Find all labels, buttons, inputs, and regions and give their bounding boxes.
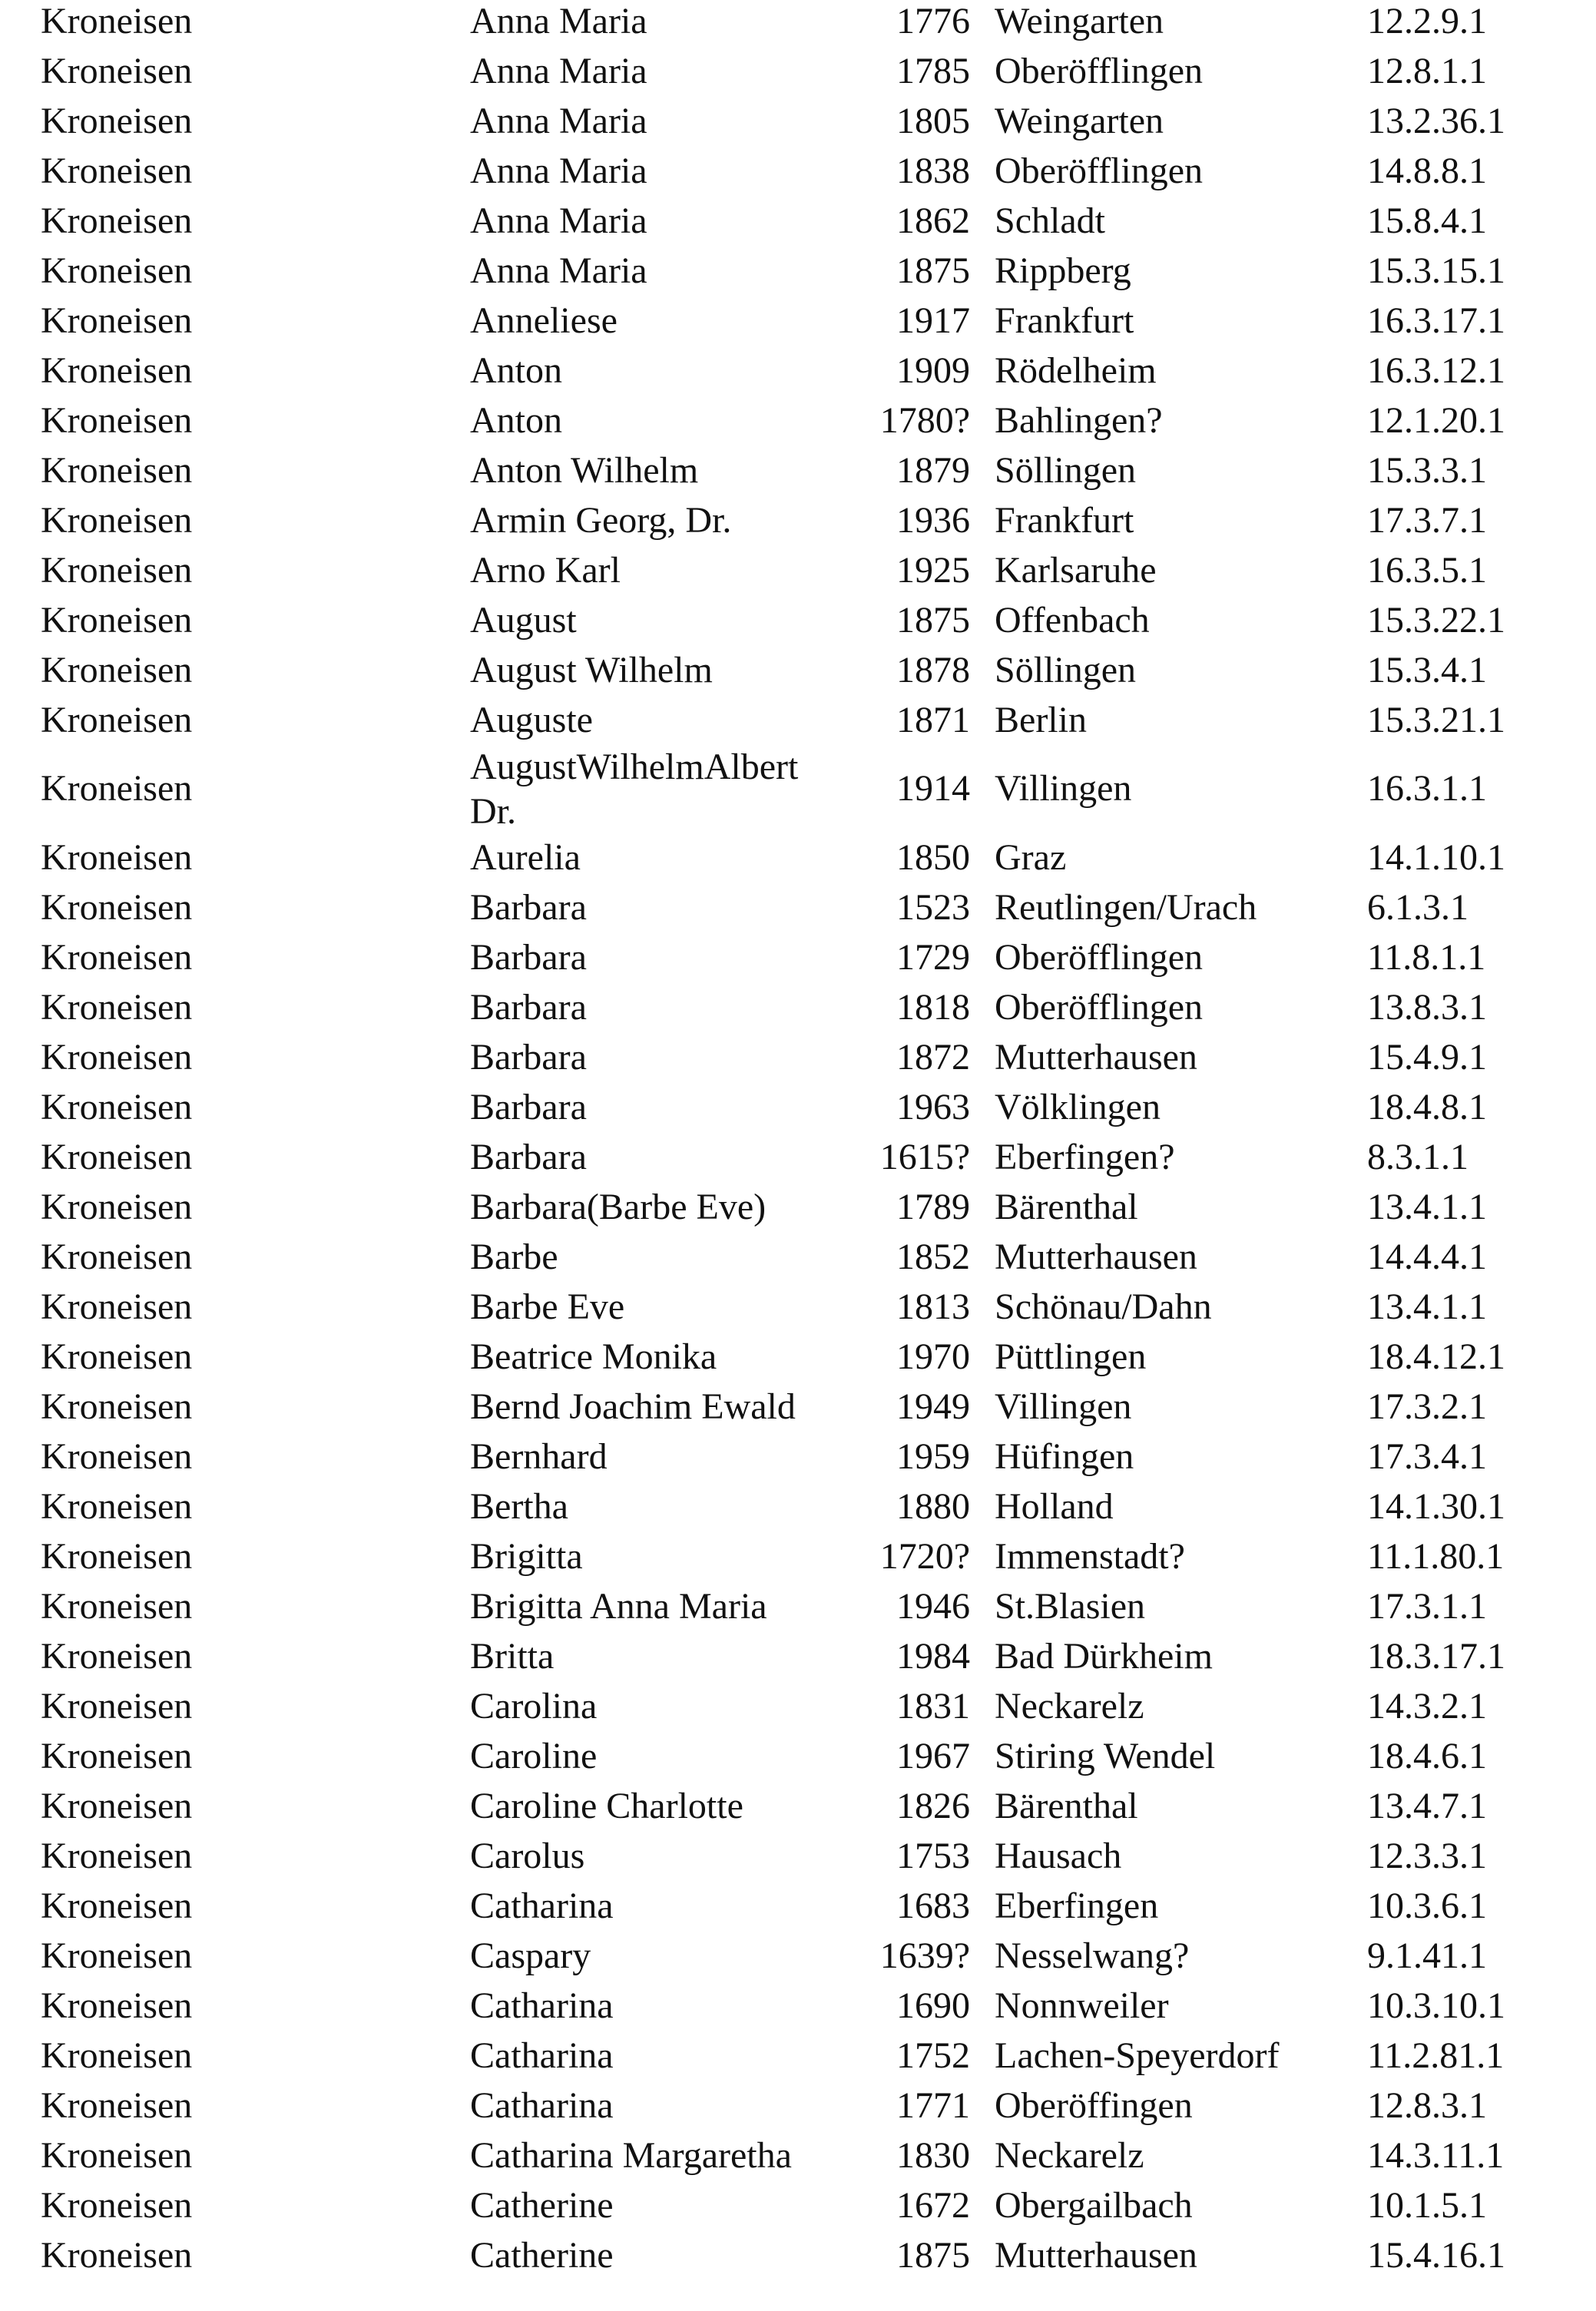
surname-cell: Kroneisen xyxy=(41,1686,193,1727)
year-cell: 1523 xyxy=(896,887,970,928)
list-row xyxy=(0,1781,1596,1831)
given-name-cell: August xyxy=(470,600,577,641)
year-cell: 1871 xyxy=(896,700,970,740)
given-name-cell: Barbe xyxy=(470,1237,558,1277)
code-cell: 15.3.15.1 xyxy=(1367,250,1505,291)
year-cell: 1805 xyxy=(896,101,970,141)
surname-cell: Kroneisen xyxy=(41,700,193,740)
surname-cell: Kroneisen xyxy=(41,500,193,541)
surname-cell: Kroneisen xyxy=(41,400,193,441)
list-row xyxy=(0,46,1596,96)
given-name-cell: Barbe Eve xyxy=(470,1286,625,1327)
list-row xyxy=(0,0,1596,46)
code-cell: 18.3.17.1 xyxy=(1367,1636,1505,1677)
given-name-cell: Carolina xyxy=(470,1686,598,1727)
given-name-cell: Anton Wilhelm xyxy=(470,450,699,491)
code-cell: 12.2.9.1 xyxy=(1367,1,1487,41)
surname-cell: Kroneisen xyxy=(41,1187,193,1227)
given-name-cell: Anna Maria xyxy=(470,151,647,191)
surname-cell: Kroneisen xyxy=(41,937,193,978)
code-cell: 11.8.1.1 xyxy=(1367,937,1486,978)
list-row xyxy=(0,246,1596,296)
list-row xyxy=(0,1282,1596,1332)
surname-cell: Kroneisen xyxy=(41,1386,193,1427)
given-name-cell: Anna Maria xyxy=(470,250,647,291)
place-cell: Stiring Wendel xyxy=(995,1736,1216,1776)
year-cell: 1831 xyxy=(896,1686,970,1727)
code-cell: 14.3.11.1 xyxy=(1367,2135,1505,2176)
place-cell: Offenbach xyxy=(995,600,1150,641)
given-name-cell: Barbara(Barbe Eve) xyxy=(470,1187,767,1227)
list-row xyxy=(0,495,1596,545)
given-name-cell: Bertha xyxy=(470,1486,568,1527)
surname-cell: Kroneisen xyxy=(41,300,193,341)
given-name-cell: Catharina xyxy=(470,2035,614,2076)
given-name-cell: Britta xyxy=(470,1636,555,1677)
place-cell: Neckarelz xyxy=(995,1686,1144,1727)
code-cell: 18.4.12.1 xyxy=(1367,1336,1505,1377)
place-cell: Frankfurt xyxy=(995,300,1134,341)
year-cell: 1752 xyxy=(896,2035,970,2076)
surname-cell: Kroneisen xyxy=(41,2235,193,2276)
surname-cell: Kroneisen xyxy=(41,250,193,291)
place-cell: Oberöfflingen xyxy=(995,987,1204,1028)
year-cell: 1690 xyxy=(896,1985,970,2026)
code-cell: 6.1.3.1 xyxy=(1367,887,1469,928)
surname-cell: Kroneisen xyxy=(41,768,193,809)
given-name-cell xyxy=(470,745,799,834)
place-cell: Obergailbach xyxy=(995,2185,1193,2226)
year-cell: 1963 xyxy=(896,1087,970,1127)
surname-cell: Kroneisen xyxy=(41,550,193,591)
place-cell: Schladt xyxy=(995,200,1105,241)
place-cell: Bärenthal xyxy=(995,1786,1138,1826)
place-cell: Bahlingen? xyxy=(995,400,1163,441)
code-cell: 13.4.1.1 xyxy=(1367,1286,1487,1327)
place-cell: Schönau/Dahn xyxy=(995,1286,1212,1327)
place-cell: Mutterhausen xyxy=(995,1237,1197,1277)
list-row xyxy=(0,1681,1596,1731)
surname-cell: Kroneisen xyxy=(41,101,193,141)
year-cell: 1949 xyxy=(896,1386,970,1427)
list-row xyxy=(0,96,1596,146)
list-row xyxy=(0,445,1596,495)
code-cell: 18.4.8.1 xyxy=(1367,1087,1487,1127)
list-row xyxy=(0,833,1596,882)
given-name-cell: Barbara xyxy=(470,887,587,928)
place-cell: Söllingen xyxy=(995,450,1137,491)
code-cell: 16.3.1.1 xyxy=(1367,768,1487,809)
list-row xyxy=(0,1631,1596,1681)
code-cell: 13.8.3.1 xyxy=(1367,987,1487,1028)
year-cell: 1970 xyxy=(896,1336,970,1377)
list-row xyxy=(0,1032,1596,1082)
code-cell: 12.1.20.1 xyxy=(1367,400,1505,441)
year-cell: 1785 xyxy=(896,51,970,91)
list-row xyxy=(0,1731,1596,1781)
list-row xyxy=(0,1831,1596,1881)
surname-cell: Kroneisen xyxy=(41,2185,193,2226)
given-name-cell: Brigitta Anna Maria xyxy=(470,1586,767,1627)
list-row xyxy=(0,745,1596,833)
list-row xyxy=(0,545,1596,595)
code-cell: 15.3.4.1 xyxy=(1367,650,1487,690)
surname-cell: Kroneisen xyxy=(41,1836,193,1876)
list-row xyxy=(0,2081,1596,2131)
place-cell: Oberöfflingen xyxy=(995,937,1204,978)
code-cell: 10.3.10.1 xyxy=(1367,1985,1505,2026)
place-cell: Weingarten xyxy=(995,1,1164,41)
code-cell: 15.4.9.1 xyxy=(1367,1037,1487,1078)
list-row xyxy=(0,695,1596,745)
given-name-cell: Catherine xyxy=(470,2235,614,2276)
surname-cell: Kroneisen xyxy=(41,1,193,41)
list-row xyxy=(0,1382,1596,1432)
year-cell: 1852 xyxy=(896,1237,970,1277)
code-cell: 15.8.4.1 xyxy=(1367,200,1487,241)
surname-cell: Kroneisen xyxy=(41,200,193,241)
surname-cell: Kroneisen xyxy=(41,1087,193,1127)
given-name-cell: Anna Maria xyxy=(470,51,647,91)
list-row xyxy=(0,346,1596,396)
list-row xyxy=(0,1132,1596,1182)
year-cell: 1909 xyxy=(896,350,970,391)
given-name-cell: Catharina xyxy=(470,1886,614,1926)
code-cell: 10.3.6.1 xyxy=(1367,1886,1487,1926)
surname-cell: Kroneisen xyxy=(41,350,193,391)
year-cell: 1789 xyxy=(896,1187,970,1227)
code-cell: 11.1.80.1 xyxy=(1367,1536,1505,1577)
year-cell: 1925 xyxy=(896,550,970,591)
code-cell: 13.2.36.1 xyxy=(1367,101,1505,141)
code-cell: 13.4.7.1 xyxy=(1367,1786,1487,1826)
year-cell: 1862 xyxy=(896,200,970,241)
surname-cell: Kroneisen xyxy=(41,837,193,878)
place-cell: Völklingen xyxy=(995,1087,1161,1127)
code-cell: 14.3.2.1 xyxy=(1367,1686,1487,1727)
year-cell: 1875 xyxy=(896,250,970,291)
place-cell: Villingen xyxy=(995,768,1132,809)
code-cell: 11.2.81.1 xyxy=(1367,2035,1505,2076)
surname-cell: Kroneisen xyxy=(41,600,193,641)
given-name-cell: Anton xyxy=(470,400,562,441)
place-cell: Frankfurt xyxy=(995,500,1134,541)
given-name-cell: Catharina xyxy=(470,2085,614,2126)
surname-cell: Kroneisen xyxy=(41,1636,193,1677)
code-cell: 17.3.7.1 xyxy=(1367,500,1487,541)
surname-cell: Kroneisen xyxy=(41,1786,193,1826)
year-cell: 1838 xyxy=(896,151,970,191)
given-name-cell: Auguste xyxy=(470,700,593,740)
surname-cell: Kroneisen xyxy=(41,2085,193,2126)
list-row xyxy=(0,982,1596,1032)
list-row xyxy=(0,2230,1596,2280)
given-name-cell: Anna Maria xyxy=(470,1,647,41)
year-cell: 1771 xyxy=(896,2085,970,2126)
code-cell: 15.3.3.1 xyxy=(1367,450,1487,491)
code-cell: 15.4.16.1 xyxy=(1367,2235,1505,2276)
given-name-line: Dr. xyxy=(470,791,516,832)
year-cell: 1946 xyxy=(896,1586,970,1627)
list-row xyxy=(0,1182,1596,1232)
given-name-cell: Catharina Margaretha xyxy=(470,2135,792,2176)
given-name-cell: Bernhard xyxy=(470,1436,608,1477)
code-cell: 12.3.3.1 xyxy=(1367,1836,1487,1876)
year-cell: 1959 xyxy=(896,1436,970,1477)
list-row xyxy=(0,2031,1596,2081)
surname-cell: Kroneisen xyxy=(41,1886,193,1926)
year-cell: 1914 xyxy=(896,768,970,809)
given-name-cell: Barbara xyxy=(470,1137,587,1177)
code-cell: 17.3.2.1 xyxy=(1367,1386,1487,1427)
year-cell: 1830 xyxy=(896,2135,970,2176)
code-cell: 14.1.30.1 xyxy=(1367,1486,1505,1527)
given-name-cell: Bernd Joachim Ewald xyxy=(470,1386,796,1427)
place-cell: Karlsaruhe xyxy=(995,550,1157,591)
place-cell: Eberfingen xyxy=(995,1886,1159,1926)
list-row xyxy=(0,296,1596,346)
given-name-line: AugustWilhelmAlbert xyxy=(470,747,799,787)
list-row xyxy=(0,1432,1596,1482)
list-row xyxy=(0,1981,1596,2031)
year-cell: 1729 xyxy=(896,937,970,978)
given-name-cell: Catharina xyxy=(470,1985,614,2026)
given-name-cell: Brigitta xyxy=(470,1536,583,1577)
code-cell: 15.3.22.1 xyxy=(1367,600,1505,641)
list-row xyxy=(0,882,1596,932)
code-cell: 16.3.12.1 xyxy=(1367,350,1505,391)
surname-cell: Kroneisen xyxy=(41,1137,193,1177)
year-cell: 1683 xyxy=(896,1886,970,1926)
year-cell: 1780? xyxy=(879,400,970,441)
list-row xyxy=(0,645,1596,695)
place-cell: Weingarten xyxy=(995,101,1164,141)
surname-cell: Kroneisen xyxy=(41,1436,193,1477)
year-cell: 1878 xyxy=(896,650,970,690)
code-cell: 9.1.41.1 xyxy=(1367,1935,1487,1976)
surname-cell: Kroneisen xyxy=(41,450,193,491)
list-row xyxy=(0,2131,1596,2180)
list-row xyxy=(0,1332,1596,1382)
surname-cell: Kroneisen xyxy=(41,1586,193,1627)
list-row xyxy=(0,196,1596,246)
given-name-cell: Barbara xyxy=(470,1087,587,1127)
year-cell: 1818 xyxy=(896,987,970,1028)
place-cell: Graz xyxy=(995,837,1067,878)
year-cell: 1875 xyxy=(896,600,970,641)
given-name-cell: August Wilhelm xyxy=(470,650,713,690)
year-cell: 1672 xyxy=(896,2185,970,2226)
code-cell: 15.3.21.1 xyxy=(1367,700,1505,740)
place-cell: Söllingen xyxy=(995,650,1137,690)
list-row xyxy=(0,146,1596,196)
place-cell: Bad Dürkheim xyxy=(995,1636,1213,1677)
year-cell: 1880 xyxy=(896,1486,970,1527)
code-cell: 17.3.4.1 xyxy=(1367,1436,1487,1477)
place-cell: Neckarelz xyxy=(995,2135,1144,2176)
list-row xyxy=(0,1232,1596,1282)
given-name-cell: Aurelia xyxy=(470,837,581,878)
surname-cell: Kroneisen xyxy=(41,1037,193,1078)
surname-cell: Kroneisen xyxy=(41,151,193,191)
code-cell: 13.4.1.1 xyxy=(1367,1187,1487,1227)
list-row xyxy=(0,1881,1596,1931)
given-name-cell: Anna Maria xyxy=(470,200,647,241)
year-cell: 1872 xyxy=(896,1037,970,1078)
given-name-cell: Barbara xyxy=(470,987,587,1028)
surname-cell: Kroneisen xyxy=(41,887,193,928)
place-cell: Oberöfflingen xyxy=(995,51,1204,91)
code-cell: 18.4.6.1 xyxy=(1367,1736,1487,1776)
code-cell: 14.1.10.1 xyxy=(1367,837,1505,878)
given-name-cell: Arno Karl xyxy=(470,550,621,591)
given-name-cell: Caspary xyxy=(470,1935,591,1976)
given-name-cell: Caroline Charlotte xyxy=(470,1786,743,1826)
year-cell: 1917 xyxy=(896,300,970,341)
place-cell: Immenstadt? xyxy=(995,1536,1185,1577)
year-cell: 1615? xyxy=(879,1137,970,1177)
code-cell: 14.8.8.1 xyxy=(1367,151,1487,191)
place-cell: Püttlingen xyxy=(995,1336,1147,1377)
year-cell: 1967 xyxy=(896,1736,970,1776)
surname-cell: Kroneisen xyxy=(41,2135,193,2176)
place-cell: Rödelheim xyxy=(995,350,1157,391)
surname-cell: Kroneisen xyxy=(41,1237,193,1277)
place-cell: Berlin xyxy=(995,700,1087,740)
surname-cell: Kroneisen xyxy=(41,1336,193,1377)
given-name-cell: Barbara xyxy=(470,937,587,978)
given-name-cell: Barbara xyxy=(470,1037,587,1078)
given-name-cell: Catherine xyxy=(470,2185,614,2226)
place-cell: Eberfingen? xyxy=(995,1137,1175,1177)
code-cell: 16.3.17.1 xyxy=(1367,300,1505,341)
place-cell: Holland xyxy=(995,1486,1114,1527)
given-name-cell: Caroline xyxy=(470,1736,598,1776)
year-cell: 1753 xyxy=(896,1836,970,1876)
given-name-cell: Anton xyxy=(470,350,562,391)
place-cell: Villingen xyxy=(995,1386,1132,1427)
list-row xyxy=(0,1531,1596,1581)
place-cell: Nonnweiler xyxy=(995,1985,1169,2026)
place-cell: St.Blasien xyxy=(995,1586,1146,1627)
given-name-cell: Beatrice Monika xyxy=(470,1336,717,1377)
code-cell: 12.8.1.1 xyxy=(1367,51,1487,91)
list-row xyxy=(0,396,1596,445)
year-cell: 1936 xyxy=(896,500,970,541)
given-name-cell: Anna Maria xyxy=(470,101,647,141)
place-cell: Reutlingen/Urach xyxy=(995,887,1257,928)
year-cell: 1984 xyxy=(896,1636,970,1677)
surname-cell: Kroneisen xyxy=(41,1486,193,1527)
surname-cell: Kroneisen xyxy=(41,1985,193,2026)
given-name-cell: Carolus xyxy=(470,1836,585,1876)
surname-cell: Kroneisen xyxy=(41,2035,193,2076)
list-row xyxy=(0,595,1596,645)
place-cell: Lachen-Speyerdorf xyxy=(995,2035,1280,2076)
place-cell: Hausach xyxy=(995,1836,1122,1876)
place-cell: Oberöfflingen xyxy=(995,151,1204,191)
year-cell: 1826 xyxy=(896,1786,970,1826)
list-row xyxy=(0,1482,1596,1531)
year-cell: 1639? xyxy=(879,1935,970,1976)
year-cell: 1720? xyxy=(879,1536,970,1577)
code-cell: 16.3.5.1 xyxy=(1367,550,1487,591)
place-cell: Mutterhausen xyxy=(995,2235,1197,2276)
list-row xyxy=(0,1082,1596,1132)
year-cell: 1875 xyxy=(896,2235,970,2276)
surname-cell: Kroneisen xyxy=(41,987,193,1028)
surname-cell: Kroneisen xyxy=(41,1736,193,1776)
place-cell: Rippberg xyxy=(995,250,1131,291)
place-cell: Oberöffingen xyxy=(995,2085,1193,2126)
given-name-cell: Armin Georg, Dr. xyxy=(470,500,732,541)
code-cell: 17.3.1.1 xyxy=(1367,1586,1487,1627)
surname-cell: Kroneisen xyxy=(41,1286,193,1327)
code-cell: 14.4.4.1 xyxy=(1367,1237,1487,1277)
surname-cell: Kroneisen xyxy=(41,1536,193,1577)
place-cell: Mutterhausen xyxy=(995,1037,1197,1078)
surname-cell: Kroneisen xyxy=(41,51,193,91)
code-cell: 12.8.3.1 xyxy=(1367,2085,1487,2126)
year-cell: 1776 xyxy=(896,1,970,41)
year-cell: 1813 xyxy=(896,1286,970,1327)
place-cell: Bärenthal xyxy=(995,1187,1138,1227)
list-row xyxy=(0,1581,1596,1631)
list-row xyxy=(0,2180,1596,2230)
code-cell: 8.3.1.1 xyxy=(1367,1137,1469,1177)
surname-cell: Kroneisen xyxy=(41,650,193,690)
code-cell: 10.1.5.1 xyxy=(1367,2185,1487,2226)
place-cell: Nesselwang? xyxy=(995,1935,1190,1976)
list-row xyxy=(0,932,1596,982)
surname-cell: Kroneisen xyxy=(41,1935,193,1976)
year-cell: 1850 xyxy=(896,837,970,878)
year-cell: 1879 xyxy=(896,450,970,491)
list-row xyxy=(0,1931,1596,1981)
given-name-cell: Anneliese xyxy=(470,300,618,341)
place-cell: Hüfingen xyxy=(995,1436,1134,1477)
